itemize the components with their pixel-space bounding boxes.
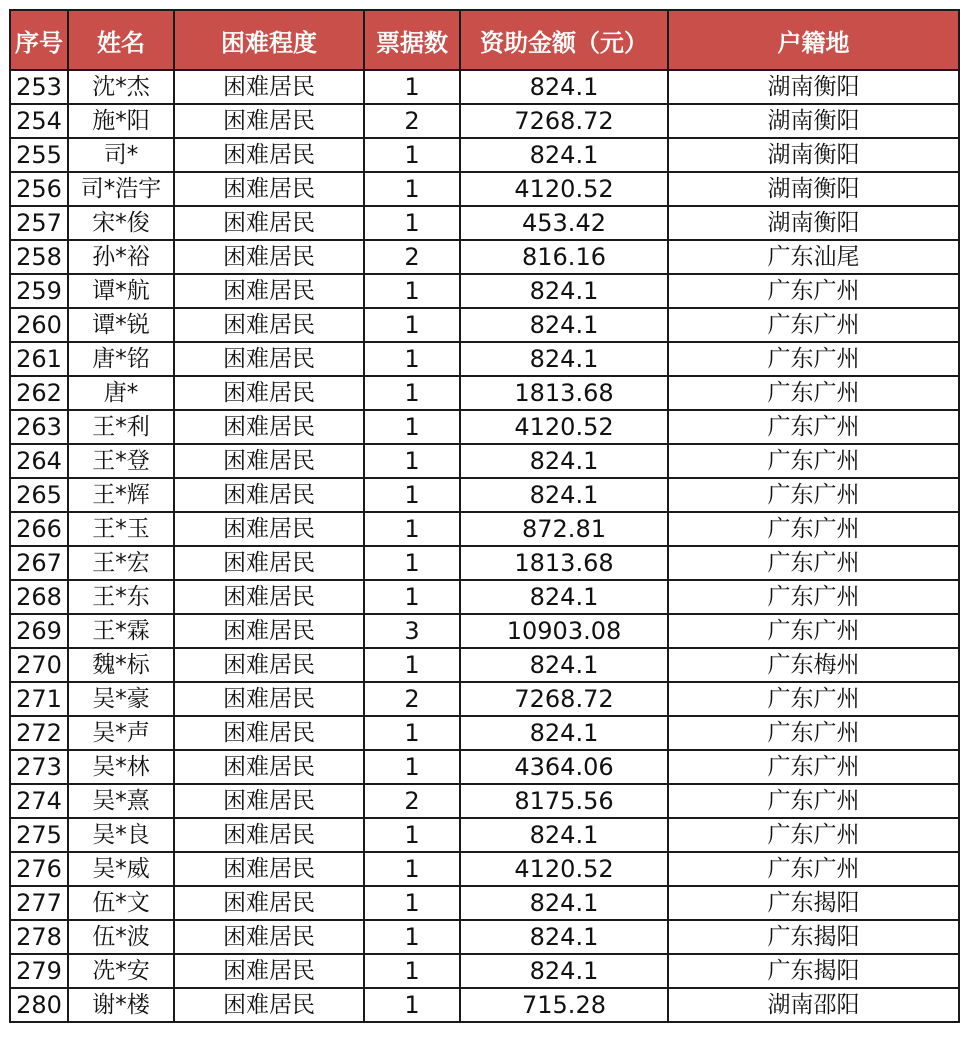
cell-hardship: 困难居民 <box>174 138 364 172</box>
cell-hukou: 广东广州 <box>668 410 959 444</box>
cell-name: 吴*豪 <box>68 682 174 716</box>
cell-hardship: 困难居民 <box>174 614 364 648</box>
cell-amount: 1813.68 <box>460 546 668 580</box>
cell-seq: 277 <box>10 886 68 920</box>
cell-receipts: 1 <box>364 648 460 682</box>
cell-receipts: 1 <box>364 478 460 512</box>
cell-amount: 824.1 <box>460 920 668 954</box>
cell-seq: 265 <box>10 478 68 512</box>
cell-name: 魏*标 <box>68 648 174 682</box>
cell-hardship: 困难居民 <box>174 240 364 274</box>
cell-seq: 276 <box>10 852 68 886</box>
cell-seq: 275 <box>10 818 68 852</box>
table-row <box>10 376 959 410</box>
cell-name: 唐*铭 <box>68 342 174 376</box>
cell-receipts: 1 <box>364 580 460 614</box>
cell-hukou: 广东广州 <box>668 614 959 648</box>
cell-seq: 264 <box>10 444 68 478</box>
cell-receipts: 1 <box>364 410 460 444</box>
cell-seq: 260 <box>10 308 68 342</box>
table-row <box>10 206 959 240</box>
cell-name: 王*利 <box>68 410 174 444</box>
cell-seq: 261 <box>10 342 68 376</box>
cell-amount: 824.1 <box>460 954 668 988</box>
cell-hardship: 困难居民 <box>174 750 364 784</box>
cell-amount: 824.1 <box>460 308 668 342</box>
cell-amount: 4120.52 <box>460 852 668 886</box>
cell-hukou: 广东广州 <box>668 274 959 308</box>
cell-amount: 453.42 <box>460 206 668 240</box>
cell-hukou: 广东汕尾 <box>668 240 959 274</box>
cell-seq: 273 <box>10 750 68 784</box>
table-row <box>10 920 959 954</box>
cell-name: 施*阳 <box>68 104 174 138</box>
cell-hukou: 广东广州 <box>668 716 959 750</box>
cell-name: 谭*航 <box>68 274 174 308</box>
cell-seq: 267 <box>10 546 68 580</box>
cell-receipts: 1 <box>364 342 460 376</box>
header-amount: 资助金额（元） <box>460 10 668 70</box>
cell-hukou: 广东广州 <box>668 308 959 342</box>
cell-name: 王*玉 <box>68 512 174 546</box>
cell-seq: 258 <box>10 240 68 274</box>
cell-amount: 7268.72 <box>460 104 668 138</box>
cell-name: 司*浩宇 <box>68 172 174 206</box>
cell-receipts: 2 <box>364 240 460 274</box>
cell-receipts: 1 <box>364 954 460 988</box>
cell-hardship: 困难居民 <box>174 546 364 580</box>
cell-seq: 268 <box>10 580 68 614</box>
table-row <box>10 240 959 274</box>
cell-receipts: 1 <box>364 376 460 410</box>
cell-receipts: 2 <box>364 104 460 138</box>
cell-seq: 262 <box>10 376 68 410</box>
cell-name: 王*东 <box>68 580 174 614</box>
table-row <box>10 478 959 512</box>
cell-hardship: 困难居民 <box>174 308 364 342</box>
cell-seq: 271 <box>10 682 68 716</box>
table-row <box>10 410 959 444</box>
cell-hukou: 湖南衡阳 <box>668 70 959 104</box>
cell-receipts: 1 <box>364 818 460 852</box>
cell-seq: 253 <box>10 70 68 104</box>
cell-name: 沈*杰 <box>68 70 174 104</box>
cell-hardship: 困难居民 <box>174 104 364 138</box>
table-row <box>10 308 959 342</box>
header-hukou: 户籍地 <box>668 10 959 70</box>
cell-amount: 824.1 <box>460 274 668 308</box>
cell-amount: 824.1 <box>460 648 668 682</box>
table-row <box>10 682 959 716</box>
cell-receipts: 1 <box>364 750 460 784</box>
aid-table-container <box>9 9 960 1023</box>
cell-amount: 824.1 <box>460 138 668 172</box>
cell-amount: 824.1 <box>460 818 668 852</box>
cell-receipts: 1 <box>364 274 460 308</box>
cell-hukou: 湖南邵阳 <box>668 988 959 1022</box>
cell-seq: 259 <box>10 274 68 308</box>
cell-hardship: 困难居民 <box>174 512 364 546</box>
cell-name: 谭*锐 <box>68 308 174 342</box>
header-name: 姓名 <box>68 10 174 70</box>
cell-name: 宋*俊 <box>68 206 174 240</box>
cell-receipts: 1 <box>364 546 460 580</box>
cell-seq: 274 <box>10 784 68 818</box>
cell-name: 吴*熹 <box>68 784 174 818</box>
cell-hukou: 广东广州 <box>668 444 959 478</box>
cell-receipts: 1 <box>364 138 460 172</box>
cell-hardship: 困难居民 <box>174 172 364 206</box>
cell-hardship: 困难居民 <box>174 852 364 886</box>
cell-name: 王*宏 <box>68 546 174 580</box>
cell-name: 司* <box>68 138 174 172</box>
cell-hardship: 困难居民 <box>174 70 364 104</box>
cell-receipts: 1 <box>364 206 460 240</box>
cell-receipts: 1 <box>364 852 460 886</box>
cell-name: 王*霖 <box>68 614 174 648</box>
cell-hardship: 困难居民 <box>174 274 364 308</box>
table-row <box>10 274 959 308</box>
cell-hardship: 困难居民 <box>174 648 364 682</box>
cell-hardship: 困难居民 <box>174 682 364 716</box>
cell-amount: 715.28 <box>460 988 668 1022</box>
cell-hukou: 广东梅州 <box>668 648 959 682</box>
table-row <box>10 580 959 614</box>
cell-name: 吴*良 <box>68 818 174 852</box>
cell-hardship: 困难居民 <box>174 818 364 852</box>
cell-receipts: 1 <box>364 172 460 206</box>
cell-amount: 8175.56 <box>460 784 668 818</box>
cell-amount: 1813.68 <box>460 376 668 410</box>
table-row <box>10 818 959 852</box>
cell-receipts: 1 <box>364 920 460 954</box>
cell-hukou: 广东广州 <box>668 852 959 886</box>
cell-amount: 816.16 <box>460 240 668 274</box>
cell-receipts: 1 <box>364 988 460 1022</box>
cell-name: 孙*裕 <box>68 240 174 274</box>
cell-amount: 824.1 <box>460 342 668 376</box>
table-body <box>10 70 959 1022</box>
cell-hardship: 困难居民 <box>174 580 364 614</box>
table-row <box>10 512 959 546</box>
cell-amount: 824.1 <box>460 580 668 614</box>
table-row <box>10 70 959 104</box>
cell-receipts: 3 <box>364 614 460 648</box>
table-row <box>10 886 959 920</box>
cell-hardship: 困难居民 <box>174 206 364 240</box>
cell-seq: 272 <box>10 716 68 750</box>
cell-seq: 266 <box>10 512 68 546</box>
cell-name: 伍*波 <box>68 920 174 954</box>
cell-hardship: 困难居民 <box>174 784 364 818</box>
cell-receipts: 2 <box>364 682 460 716</box>
cell-hukou: 广东广州 <box>668 818 959 852</box>
cell-hukou: 湖南衡阳 <box>668 172 959 206</box>
cell-name: 伍*文 <box>68 886 174 920</box>
cell-hardship: 困难居民 <box>174 478 364 512</box>
cell-hardship: 困难居民 <box>174 954 364 988</box>
header-hardship: 困难程度 <box>174 10 364 70</box>
table-header-row <box>10 10 959 70</box>
cell-hukou: 广东揭阳 <box>668 886 959 920</box>
header-receipts: 票据数 <box>364 10 460 70</box>
table-row <box>10 988 959 1022</box>
cell-hardship: 困难居民 <box>174 920 364 954</box>
cell-name: 吴*威 <box>68 852 174 886</box>
cell-amount: 4120.52 <box>460 172 668 206</box>
cell-hukou: 湖南衡阳 <box>668 206 959 240</box>
cell-hardship: 困难居民 <box>174 444 364 478</box>
cell-name: 唐* <box>68 376 174 410</box>
cell-hukou: 广东广州 <box>668 580 959 614</box>
cell-seq: 269 <box>10 614 68 648</box>
cell-seq: 263 <box>10 410 68 444</box>
cell-hukou: 广东广州 <box>668 512 959 546</box>
cell-name: 冼*安 <box>68 954 174 988</box>
table-row <box>10 546 959 580</box>
table-row <box>10 138 959 172</box>
cell-hukou: 广东广州 <box>668 682 959 716</box>
cell-amount: 7268.72 <box>460 682 668 716</box>
cell-amount: 4120.52 <box>460 410 668 444</box>
table-row <box>10 784 959 818</box>
header-seq: 序号 <box>10 10 68 70</box>
cell-amount: 824.1 <box>460 886 668 920</box>
cell-hardship: 困难居民 <box>174 886 364 920</box>
cell-amount: 4364.06 <box>460 750 668 784</box>
cell-receipts: 1 <box>364 512 460 546</box>
cell-name: 吴*声 <box>68 716 174 750</box>
cell-receipts: 1 <box>364 308 460 342</box>
cell-hukou: 广东揭阳 <box>668 920 959 954</box>
cell-seq: 256 <box>10 172 68 206</box>
cell-name: 王*辉 <box>68 478 174 512</box>
cell-seq: 280 <box>10 988 68 1022</box>
cell-seq: 254 <box>10 104 68 138</box>
table-row <box>10 852 959 886</box>
cell-hardship: 困难居民 <box>174 716 364 750</box>
cell-hardship: 困难居民 <box>174 342 364 376</box>
cell-receipts: 1 <box>364 716 460 750</box>
cell-receipts: 1 <box>364 444 460 478</box>
cell-seq: 257 <box>10 206 68 240</box>
cell-seq: 279 <box>10 954 68 988</box>
cell-name: 王*登 <box>68 444 174 478</box>
cell-receipts: 1 <box>364 886 460 920</box>
aid-table <box>9 9 960 1023</box>
cell-hardship: 困难居民 <box>174 988 364 1022</box>
cell-amount: 10903.08 <box>460 614 668 648</box>
cell-receipts: 1 <box>364 70 460 104</box>
cell-hukou: 广东广州 <box>668 376 959 410</box>
cell-amount: 824.1 <box>460 444 668 478</box>
table-row <box>10 104 959 138</box>
cell-seq: 278 <box>10 920 68 954</box>
cell-hukou: 广东广州 <box>668 546 959 580</box>
cell-amount: 824.1 <box>460 478 668 512</box>
cell-hukou: 广东广州 <box>668 342 959 376</box>
cell-hukou: 广东广州 <box>668 750 959 784</box>
table-row <box>10 716 959 750</box>
table-row <box>10 172 959 206</box>
table-row <box>10 648 959 682</box>
cell-seq: 255 <box>10 138 68 172</box>
cell-hukou: 湖南衡阳 <box>668 104 959 138</box>
cell-amount: 872.81 <box>460 512 668 546</box>
cell-name: 谢*楼 <box>68 988 174 1022</box>
cell-hukou: 广东揭阳 <box>668 954 959 988</box>
cell-amount: 824.1 <box>460 70 668 104</box>
table-row <box>10 444 959 478</box>
table-row <box>10 614 959 648</box>
cell-hukou: 湖南衡阳 <box>668 138 959 172</box>
cell-hardship: 困难居民 <box>174 410 364 444</box>
table-row <box>10 342 959 376</box>
cell-hukou: 广东广州 <box>668 478 959 512</box>
cell-name: 吴*林 <box>68 750 174 784</box>
cell-hardship: 困难居民 <box>174 376 364 410</box>
table-row <box>10 954 959 988</box>
cell-amount: 824.1 <box>460 716 668 750</box>
cell-hukou: 广东广州 <box>668 784 959 818</box>
cell-seq: 270 <box>10 648 68 682</box>
cell-receipts: 2 <box>364 784 460 818</box>
table-row <box>10 750 959 784</box>
